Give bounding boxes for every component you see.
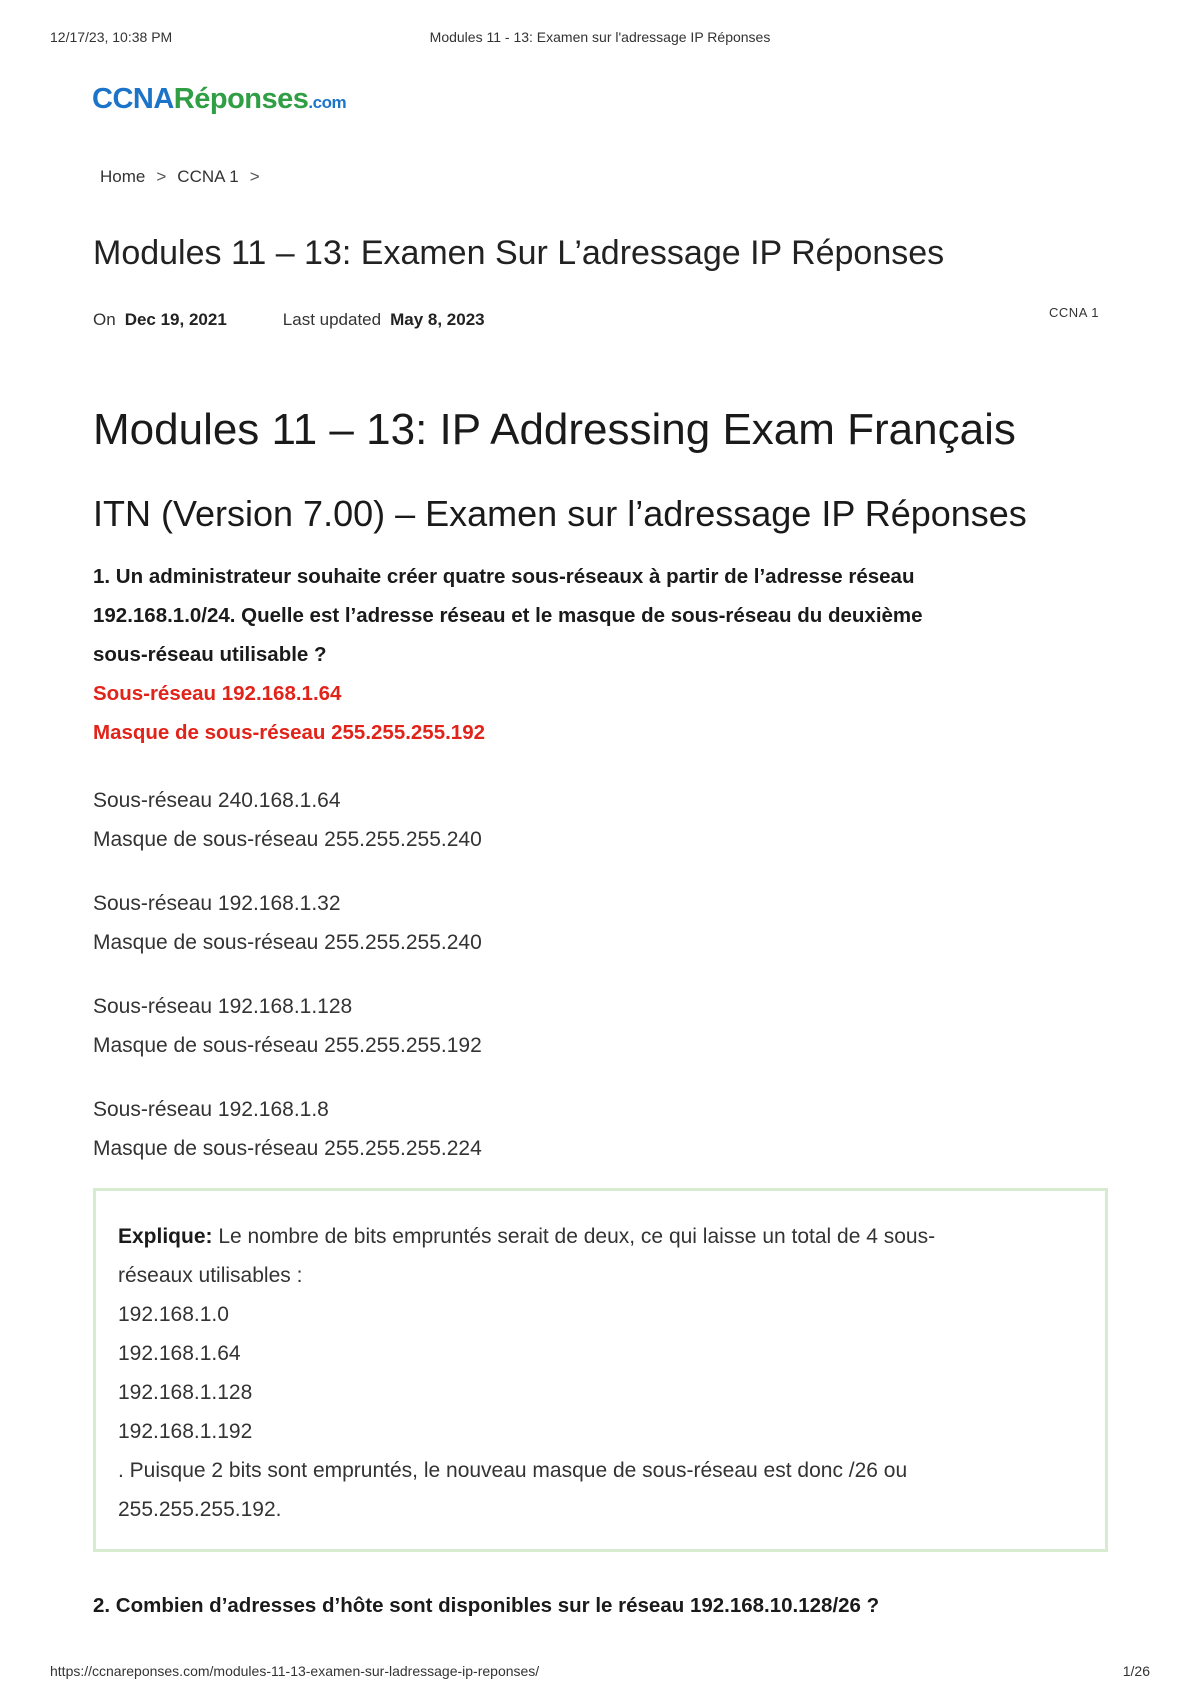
article-subheading: ITN (Version 7.00) – Examen sur l’adressage IP Réponses bbox=[93, 493, 1027, 534]
breadcrumb-separator: > bbox=[156, 167, 167, 186]
correct-answer bbox=[93, 674, 485, 752]
option-subnet: Sous-réseau 192.168.1.8 bbox=[93, 1098, 329, 1121]
logo-part-ccna: CCNA bbox=[92, 83, 174, 115]
explanation-subnet: 192.168.1.0 bbox=[118, 1303, 229, 1326]
category-tag[interactable]: CCNA 1 bbox=[1049, 305, 1099, 320]
option-mask: Masque de sous-réseau 255.255.255.192 bbox=[93, 1034, 482, 1057]
updated-label: Last updated bbox=[282, 310, 382, 329]
answer-option bbox=[93, 781, 482, 859]
explanation-subnet: 192.168.1.128 bbox=[118, 1381, 253, 1404]
option-subnet: Sous-réseau 192.168.1.128 bbox=[93, 995, 353, 1018]
option-mask: Masque de sous-réseau 255.255.255.240 bbox=[93, 931, 482, 954]
print-url: https://ccnareponses.com/modules-11-13-examen-sur-ladressage-ip-reponses/ bbox=[50, 1663, 540, 1679]
published-label: On bbox=[93, 310, 116, 329]
post-title: Modules 11 – 13: Examen Sur L’adressage IP Réponses bbox=[93, 234, 945, 272]
explanation-text: 255.255.255.192. bbox=[118, 1498, 282, 1521]
explanation-text: Le nombre de bits empruntés serait de deux, ce qui laisse un total de 4 sous- bbox=[212, 1225, 936, 1248]
published-date: Dec 19, 2021 bbox=[124, 310, 227, 329]
post-meta bbox=[93, 310, 485, 330]
breadcrumb-separator: > bbox=[249, 167, 260, 186]
explanation-text: . Puisque 2 bits sont empruntés, le nouveau masque de sous-réseau est donc /26 ou bbox=[118, 1459, 908, 1482]
explanation-label: Explique: bbox=[118, 1225, 213, 1248]
option-mask: Masque de sous-réseau 255.255.255.240 bbox=[93, 828, 482, 851]
print-datetime: 12/17/23, 10:38 PM bbox=[50, 29, 173, 45]
question-line: sous-réseau utilisable ? bbox=[93, 643, 327, 666]
question-line: 192.168.1.0/24. Quelle est l’adresse réseau et le masque de sous-réseau du deuxième bbox=[93, 604, 923, 627]
answer-options bbox=[93, 781, 482, 1193]
print-page-number: 1/26 bbox=[1122, 1663, 1150, 1679]
answer-option bbox=[93, 884, 482, 962]
correct-answer-mask: Masque de sous-réseau 255.255.255.192 bbox=[93, 721, 486, 744]
logo-part-reponses: Réponses bbox=[173, 83, 309, 115]
explanation-subnet: 192.168.1.192 bbox=[118, 1420, 253, 1443]
article-heading: Modules 11 – 13: IP Addressing Exam Français bbox=[93, 405, 1016, 454]
correct-answer-subnet: Sous-réseau 192.168.1.64 bbox=[93, 682, 342, 705]
question-1 bbox=[93, 557, 1103, 674]
site-logo[interactable] bbox=[92, 83, 346, 116]
question-2: 2. Combien d’adresses d’hôte sont disponibles sur le réseau 192.168.10.128/26 ? bbox=[93, 1594, 880, 1617]
breadcrumb-home[interactable]: Home bbox=[100, 167, 146, 186]
answer-option bbox=[93, 987, 482, 1065]
print-doc-title: Modules 11 - 13: Examen sur l'adressage IP Réponses bbox=[429, 29, 771, 45]
explanation-box bbox=[93, 1188, 1108, 1552]
option-mask: Masque de sous-réseau 255.255.255.224 bbox=[93, 1137, 482, 1160]
question-line: 1. Un administrateur souhaite créer quatre sous-réseaux à partir de l’adresse réseau bbox=[93, 565, 915, 588]
breadcrumb bbox=[100, 167, 260, 187]
answer-option bbox=[93, 1090, 482, 1168]
option-subnet: Sous-réseau 192.168.1.32 bbox=[93, 892, 341, 915]
explanation-intro bbox=[118, 1217, 1083, 1256]
explanation-subnet: 192.168.1.64 bbox=[118, 1342, 241, 1365]
breadcrumb-ccna1[interactable]: CCNA 1 bbox=[177, 167, 239, 186]
option-subnet: Sous-réseau 240.168.1.64 bbox=[93, 789, 341, 812]
updated-date: May 8, 2023 bbox=[390, 310, 485, 329]
logo-part-com: .com bbox=[308, 93, 347, 112]
explanation-text: réseaux utilisables : bbox=[118, 1264, 303, 1287]
